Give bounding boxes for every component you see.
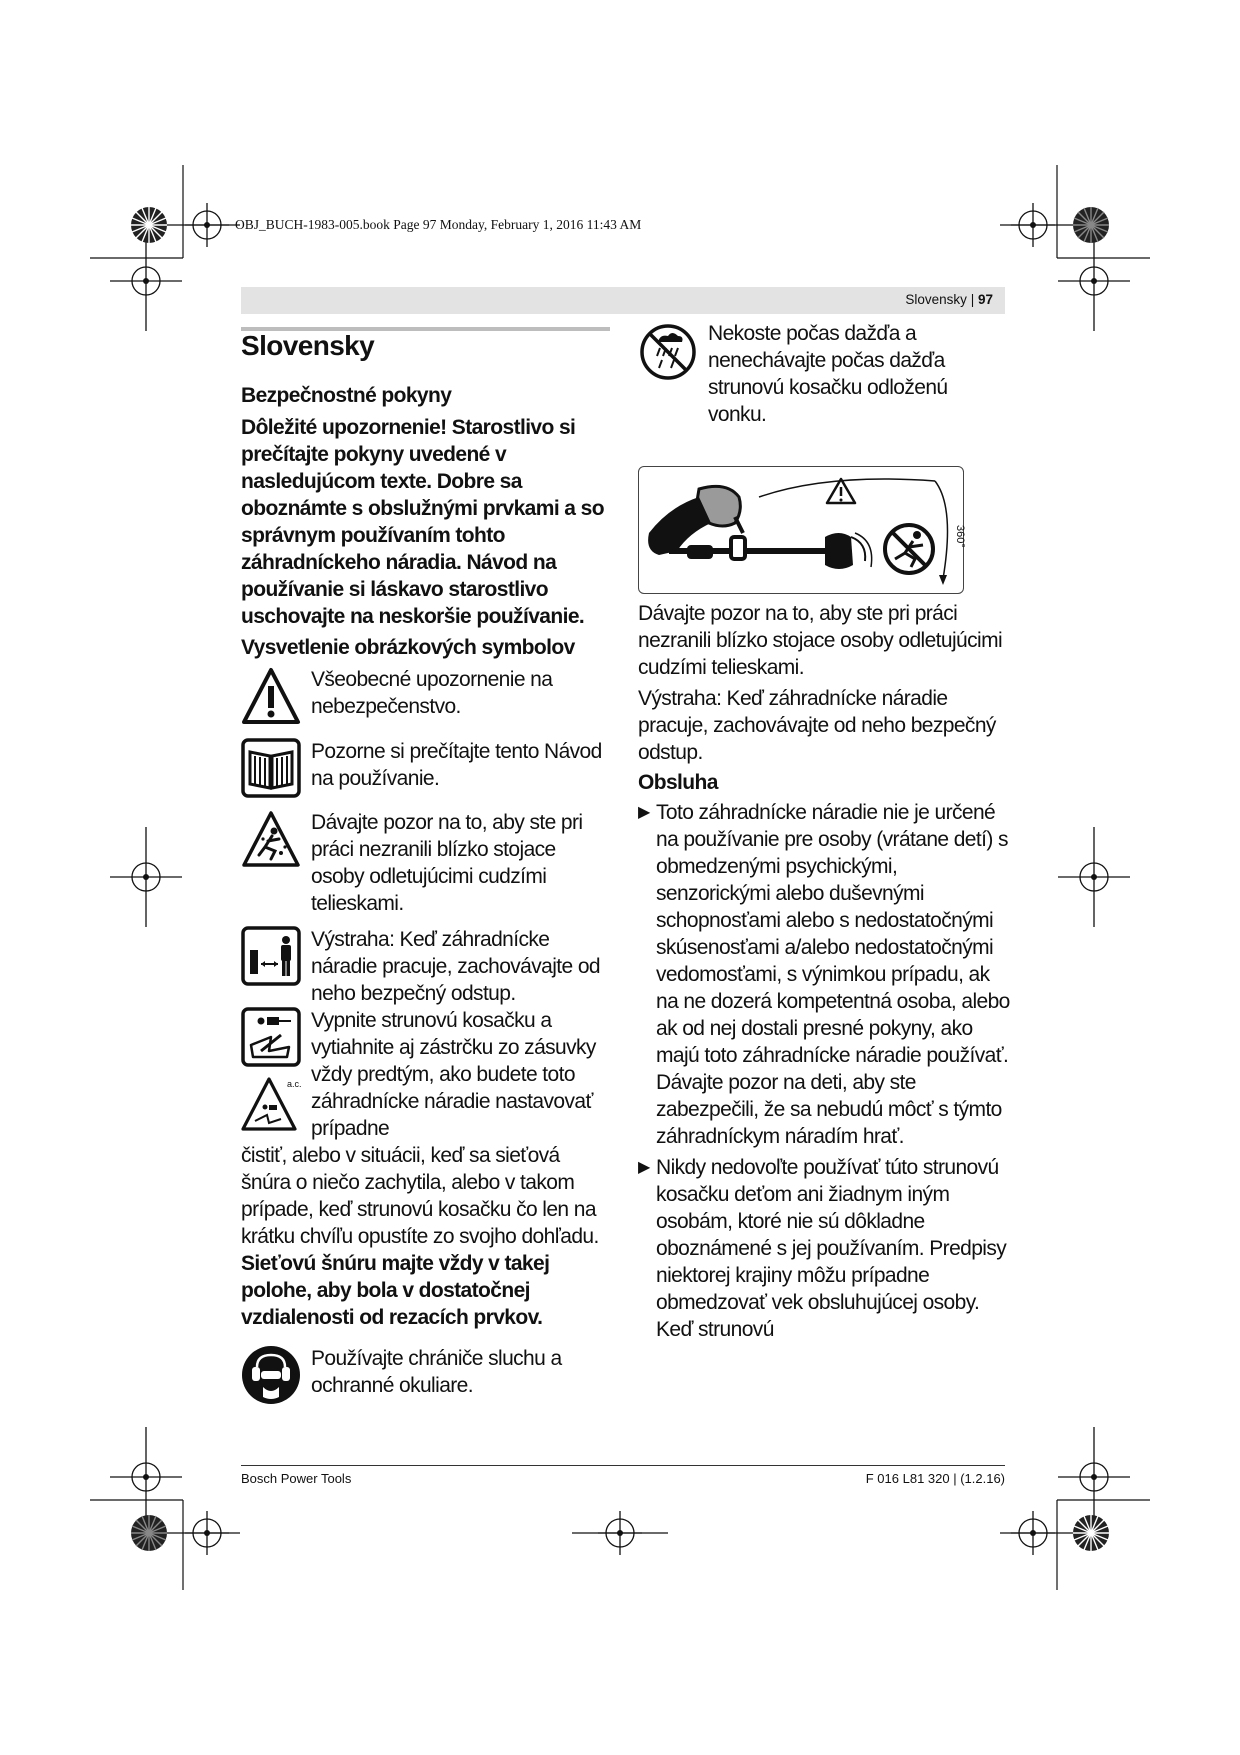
safe-distance-icon [241,926,301,1007]
symbol-text: Pozorne si prečítajte tento Návod na používanie. [311,740,602,790]
symbol-text: Výstraha: Keď záhradnícke náradie pracuje, zachovávajte od neho bezpečný odstup. [311,928,601,1005]
unplug-icon [241,1007,301,1067]
symbols-heading: Vysvetlenie obrázkových symbolov [241,636,575,659]
bullet-text: Toto záhradnícke náradie nie je určené na používanie pre osoby (vrátane detí) s obmedzenými psychickými, senzorickými alebo duševnými schopnosťami alebo s nedostatočnými skúsenosťami a/alebo nedostatočnými vedomosťami, s výnimkou prípadu, ak na ne dozerá kompetentná osoba, alebo ak od nej dostali presné pokyny, ako majú toto záhradnícke náradie používať. [656,801,1010,1067]
ear-eye-protection-icon [241,1345,301,1405]
figure-angle-label: 360° [954,525,966,548]
ac-label: a.c. [287,1079,302,1089]
ac-warning-icon [241,1073,301,1135]
unplug-icon-group [241,1007,301,1137]
footer-document-code: F 016 L81 320 | (1.2.16) [865,1471,1005,1486]
header-text [905,292,993,307]
manual-book-icon [241,738,301,798]
no-rain-icon [638,320,698,428]
warning-triangle-icon [241,666,301,728]
distance-text: Výstraha: Keď záhradnícke náradie pracuje, zachovávajte od neho bezpečný odstup. [638,687,996,764]
print-info: OBJ_BUCH-1983-005.book Page 97 Monday, February 1, 2016 11:43 AM [235,217,642,232]
bullet-text: Nikdy nedovoľte používať túto strunovú kosačku deťom ani žiadnym iným osobám, ktoré nie sú dôkladne oboznámené s jej používaním. Predpisy niektorej krajiny môžu prípadne obmedzovať vek obsluhujúcej osoby. Keď strunovú [656,1156,1007,1341]
bullet-arrow-icon: ▶ [638,804,650,821]
unplug-continuation [241,1142,613,1331]
symbol-text: Všeobecné upozornenie na nebezpečenstvo. [311,668,553,718]
unplug-continuation-text: čistiť, alebo v situácii, keď sa sieťová šnúra o niečo zachytila, alebo v takom prípade, keď strunovú kosačku čo len na krátku chvíľu opustíte zo svojho dohľadu. [241,1144,599,1248]
page-number: 97 [977,292,993,307]
bystander-text: Dávajte pozor na to, aby ste pri práci nezranili blízko stojace osoby odletujúcimi cudzími telieskami. [638,602,1003,679]
symbol-text: Používajte chrániče sluchu a ochranné okuliare. [311,1347,562,1397]
header-language: Slovensky [905,292,967,307]
bullet-item [638,1154,1010,1343]
symbol-unplug [241,1007,611,1142]
symbol-ear-eye-protection [241,1345,611,1405]
symbol-safe-distance [241,926,611,1007]
unplug-continuation-block [241,1142,613,1331]
operation-heading: Obsluha [638,771,718,794]
header-separator: | [970,292,978,307]
symbol-flying-debris [241,809,611,917]
page-header [241,287,1005,314]
symbol-general-warning [241,666,611,728]
symbol-read-manual [241,738,611,798]
footer-brand: Bosch Power Tools [241,1471,352,1486]
bullet-item [638,799,1010,1150]
symbol-text: Nekoste počas dažďa a nenechávajte počas dažďa strunovú kosačku odloženú vonku. [708,322,948,426]
important-notice: Dôležité upozornenie! Starostlivo si prečítajte pokyny uvedené v nasledujúcom texte. Dobre sa oboznámte s obslužnými prvkami a so správnym používaním tohto záhradníckeho náradia. Návod na používanie si láskavo starostlivo uschovajte na neskoršie používanie. [241,416,604,628]
flying-debris-icon [241,809,301,917]
symbol-text: Dávajte pozor na to, aby ste pri práci nezranili blízko stojace osoby odletujúcimi cudzími telieskami. [311,811,583,915]
children-note: Dávajte pozor na deti, aby ste zabezpečili, že sa nebudú môcť s týmto záhradníckym náradím hrať. [656,1071,1002,1148]
symbol-text: Vypnite strunovú kosačku a vytiahnite aj zástrčku zo zásuvky vždy predtým, ako budete toto záhradnícke náradie nastavovať prípadne [311,1009,596,1140]
bullet-arrow-icon: ▶ [638,1159,650,1176]
safety-heading: Bezpečnostné pokyny [241,384,452,407]
symbol-no-rain [638,320,1010,428]
trimmer-warning-figure [638,466,964,594]
right-column [638,600,1010,1343]
left-column [241,382,611,661]
footer-rule [241,1465,1005,1466]
cord-warning: Sieťovú šnúru majte vždy v takej polohe, aby bola v dostatočnej vzdialenosti od rezacích prvkov. [241,1252,550,1329]
section-title: Slovensky [241,330,375,361]
